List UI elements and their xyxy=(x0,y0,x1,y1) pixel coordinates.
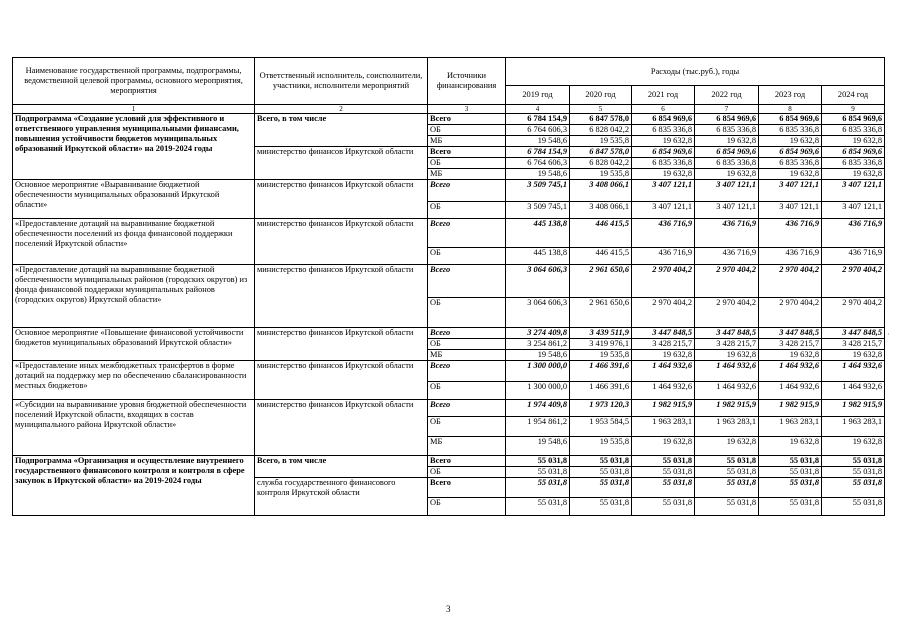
value-cell: 3 447 848,5 xyxy=(759,328,822,339)
value-cell: 19 632,8 xyxy=(632,169,695,180)
value-cell: 3 408 066,1 xyxy=(570,202,632,219)
item-name: Основное мероприятие «Выравнивание бюджетной обеспеченности муниципальных образований Иркутской области» xyxy=(13,180,255,219)
value-cell: 55 031,8 xyxy=(822,467,885,478)
value-cell: 445 138,8 xyxy=(506,248,570,265)
value-cell: 6 835 336,8 xyxy=(759,125,822,136)
value-cell: 55 031,8 xyxy=(506,478,570,498)
value-cell: 6 854 969,6 xyxy=(695,114,759,125)
value-cell: 55 031,8 xyxy=(695,467,759,478)
value-cell: 2 970 404,2 xyxy=(695,265,759,298)
column-index: 1 xyxy=(13,105,255,114)
item-name: Подпрограмма «Организация и осуществление внутреннего государственного финансового контроля и контроля в сфере закупок в Иркутской области» на 2019-2024 годы xyxy=(13,456,255,516)
value-cell: 3 407 121,1 xyxy=(695,180,759,202)
value-cell: 1 963 283,1 xyxy=(822,417,885,437)
value-cell: 19 632,8 xyxy=(695,136,759,147)
value-cell: 6 835 336,8 xyxy=(632,125,695,136)
value-cell: 3 407 121,1 xyxy=(759,202,822,219)
value-cell: 6 854 969,6 xyxy=(822,147,885,158)
value-cell: 1 464 932,6 xyxy=(822,382,885,400)
value-cell: 3 428 215,7 xyxy=(822,339,885,350)
value-cell: 1 464 932,6 xyxy=(759,382,822,400)
value-cell: 1 982 915,9 xyxy=(632,400,695,417)
value-cell: 3 439 511,9 xyxy=(570,328,632,339)
value-cell: 6 784 154,9 xyxy=(506,147,570,158)
value-cell: 3 064 606,3 xyxy=(506,265,570,298)
value-cell: 6 835 336,8 xyxy=(822,158,885,169)
value-cell: 1 982 915,9 xyxy=(822,400,885,417)
column-index: 3 xyxy=(428,105,506,114)
value-cell: 19 632,8 xyxy=(632,350,695,361)
value-cell: 19 632,8 xyxy=(759,136,822,147)
value-cell: 1 464 932,6 xyxy=(632,382,695,400)
table-row xyxy=(13,180,885,202)
value-cell: 55 031,8 xyxy=(759,478,822,498)
responsible: министерство финансов Иркутской области xyxy=(255,328,428,361)
responsible: министерство финансов Иркутской области xyxy=(255,265,428,328)
value-cell: 55 031,8 xyxy=(695,478,759,498)
value-cell: 3 447 848,5 xyxy=(632,328,695,339)
funding-source: ОБ xyxy=(428,298,506,328)
column-index: 6 xyxy=(632,105,695,114)
value-cell: 1 954 861,2 xyxy=(506,417,570,437)
value-cell: 3 064 606,3 xyxy=(506,298,570,328)
header-responsible: Ответственный исполнитель, соисполнители, участники, исполнители мероприятий xyxy=(255,58,428,105)
column-index-row xyxy=(13,105,885,114)
funding-source: ОБ xyxy=(428,248,506,265)
responsible: Всего, в том числе xyxy=(255,114,428,147)
value-cell: 3 428 215,7 xyxy=(632,339,695,350)
value-cell: 436 716,9 xyxy=(822,219,885,248)
value-cell: 19 632,8 xyxy=(632,136,695,147)
value-cell: 19 632,8 xyxy=(822,169,885,180)
table-row xyxy=(13,328,885,339)
funding-source: ОБ xyxy=(428,202,506,219)
funding-source: Всего xyxy=(428,219,506,248)
value-cell: 436 716,9 xyxy=(695,248,759,265)
header-year: 2022 год xyxy=(695,86,759,105)
funding-source: ОБ xyxy=(428,467,506,478)
value-cell: 19 632,8 xyxy=(695,350,759,361)
value-cell: 446 415,5 xyxy=(570,248,632,265)
funding-source: Всего xyxy=(428,400,506,417)
value-cell: 6 828 042,2 xyxy=(570,158,632,169)
value-cell: 436 716,9 xyxy=(759,248,822,265)
value-cell: 6 854 969,6 xyxy=(759,147,822,158)
value-cell: 1 464 932,6 xyxy=(695,382,759,400)
value-cell: 3 419 976,1 xyxy=(570,339,632,350)
header-name: Наименование государственной программы, подпрограммы, ведомственной целевой программы, основного мероприятия, мероприятия xyxy=(13,58,255,105)
header-year: 2019 год xyxy=(506,86,570,105)
value-cell: 6 764 606,3 xyxy=(506,158,570,169)
value-cell: 3 447 848,5 xyxy=(695,328,759,339)
funding-source: ОБ xyxy=(428,125,506,136)
table-row xyxy=(13,400,885,417)
value-cell: 55 031,8 xyxy=(695,498,759,516)
value-cell: 436 716,9 xyxy=(759,219,822,248)
column-index: 9 xyxy=(822,105,885,114)
table-row xyxy=(13,114,885,125)
header-year: 2023 год xyxy=(759,86,822,105)
value-cell: 55 031,8 xyxy=(822,456,885,467)
value-cell: 6 835 336,8 xyxy=(632,158,695,169)
value-cell: 2 961 650,6 xyxy=(570,298,632,328)
value-cell: 19 632,8 xyxy=(759,437,822,456)
value-cell: 1 963 283,1 xyxy=(695,417,759,437)
value-cell: 19 632,8 xyxy=(822,437,885,456)
value-cell: 3 428 215,7 xyxy=(695,339,759,350)
value-cell: 19 632,8 xyxy=(822,350,885,361)
column-index: 8 xyxy=(759,105,822,114)
value-cell: 55 031,8 xyxy=(570,456,632,467)
value-cell: 1 466 391,6 xyxy=(570,382,632,400)
value-cell: 55 031,8 xyxy=(506,467,570,478)
value-cell: 1 963 283,1 xyxy=(632,417,695,437)
value-cell: 6 835 336,8 xyxy=(695,125,759,136)
value-cell: 436 716,9 xyxy=(632,248,695,265)
value-cell: 6 847 578,0 xyxy=(570,147,632,158)
value-cell: 1 300 000,0 xyxy=(506,382,570,400)
budget-table xyxy=(12,57,885,516)
table-row xyxy=(13,219,885,248)
funding-source: Всего xyxy=(428,265,506,298)
value-cell: 3 407 121,1 xyxy=(632,202,695,219)
table-body xyxy=(13,114,885,516)
funding-source: МБ xyxy=(428,136,506,147)
funding-source: Всего xyxy=(428,361,506,382)
value-cell: 3 509 745,1 xyxy=(506,202,570,219)
value-cell: 55 031,8 xyxy=(506,498,570,516)
column-index: 5 xyxy=(570,105,632,114)
header-source: Источники финансирования xyxy=(428,58,506,105)
funding-source: ОБ xyxy=(428,417,506,437)
value-cell: 19 632,8 xyxy=(632,437,695,456)
funding-source: ОБ xyxy=(428,382,506,400)
item-name: Подпрограмма «Создание условий для эффективного и ответственного управления муниципальными финансами, повышения устойчивости бюджетов муниципальных образований Иркутской области» на 2019-2024 годы xyxy=(13,114,255,180)
value-cell: 1 464 932,6 xyxy=(759,361,822,382)
item-name: «Предоставление дотаций на выравнивание бюджетной обеспеченности поселений из фонда финансовой поддержки поселений Иркутской области» xyxy=(13,219,255,265)
value-cell: 2 970 404,2 xyxy=(822,265,885,298)
value-cell: 19 548,6 xyxy=(506,136,570,147)
value-cell: 55 031,8 xyxy=(570,478,632,498)
table-row xyxy=(13,361,885,382)
value-cell: 1 464 932,6 xyxy=(695,361,759,382)
value-cell: 6 835 336,8 xyxy=(822,125,885,136)
value-cell: 3 407 121,1 xyxy=(759,180,822,202)
value-cell: 6 854 969,6 xyxy=(632,147,695,158)
value-cell: 19 632,8 xyxy=(695,437,759,456)
value-cell: 55 031,8 xyxy=(632,456,695,467)
value-cell: 6 828 042,2 xyxy=(570,125,632,136)
value-cell: 1 953 584,5 xyxy=(570,417,632,437)
value-cell: 19 535,8 xyxy=(570,136,632,147)
value-cell: 19 632,8 xyxy=(822,136,885,147)
value-cell: 446 415,5 xyxy=(570,219,632,248)
value-cell: 436 716,9 xyxy=(632,219,695,248)
value-cell: 3 408 066,1 xyxy=(570,180,632,202)
value-cell: 1 982 915,9 xyxy=(759,400,822,417)
value-cell: 55 031,8 xyxy=(632,498,695,516)
header-year: 2020 год xyxy=(570,86,632,105)
header-year: 2021 год xyxy=(632,86,695,105)
table-row xyxy=(13,456,885,467)
value-cell: 19 632,8 xyxy=(695,169,759,180)
value-cell: 6 854 969,6 xyxy=(695,147,759,158)
value-cell: 19 548,6 xyxy=(506,169,570,180)
value-cell: 1 982 915,9 xyxy=(695,400,759,417)
value-cell: 19 535,8 xyxy=(570,169,632,180)
value-cell: 3 407 121,1 xyxy=(632,180,695,202)
value-cell: 3 254 861,2 xyxy=(506,339,570,350)
header-year: 2024 год xyxy=(822,86,885,105)
responsible: министерство финансов Иркутской области xyxy=(255,147,428,180)
funding-source: ОБ xyxy=(428,158,506,169)
value-cell: 2 961 650,6 xyxy=(570,265,632,298)
value-cell: 6 854 969,6 xyxy=(632,114,695,125)
value-cell: 55 031,8 xyxy=(759,498,822,516)
item-name: Основное мероприятие «Повышение финансовой устойчивости бюджетов муниципальных образований Иркутской области» xyxy=(13,328,255,361)
value-cell: 436 716,9 xyxy=(695,219,759,248)
value-cell: 2 970 404,2 xyxy=(632,298,695,328)
value-cell: 1 464 932,6 xyxy=(822,361,885,382)
value-cell: 55 031,8 xyxy=(759,467,822,478)
value-cell: 6 764 606,3 xyxy=(506,125,570,136)
value-cell: 55 031,8 xyxy=(822,478,885,498)
value-cell: 2 970 404,2 xyxy=(822,298,885,328)
value-cell: 1 466 391,6 xyxy=(570,361,632,382)
funding-source: Всего xyxy=(428,147,506,158)
value-cell: 1 464 932,6 xyxy=(632,361,695,382)
value-cell: 2 970 404,2 xyxy=(759,265,822,298)
value-cell: 1 973 120,3 xyxy=(570,400,632,417)
funding-source: МБ xyxy=(428,437,506,456)
value-cell: 6 835 336,8 xyxy=(759,158,822,169)
column-index: 7 xyxy=(695,105,759,114)
header-expenses: Расходы (тыс.руб.), годы xyxy=(506,58,885,86)
value-cell: 1 300 000,0 xyxy=(506,361,570,382)
funding-source: МБ xyxy=(428,169,506,180)
value-cell: 55 031,8 xyxy=(570,498,632,516)
value-cell: 3 407 121,1 xyxy=(695,202,759,219)
value-cell: 19 535,8 xyxy=(570,437,632,456)
value-cell: 2 970 404,2 xyxy=(695,298,759,328)
value-cell: 19 632,8 xyxy=(759,350,822,361)
value-cell: 6 847 578,0 xyxy=(570,114,632,125)
value-cell: 6 835 336,8 xyxy=(695,158,759,169)
value-cell: 19 632,8 xyxy=(759,169,822,180)
responsible: Всего, в том числе xyxy=(255,456,428,478)
responsible: министерство финансов Иркутской области xyxy=(255,180,428,219)
value-cell: 55 031,8 xyxy=(695,456,759,467)
item-name: «Предоставление дотаций на выравнивание бюджетной обеспеченности муниципальных районов (городских округов) из фонда финансовой поддержки муниципальных районов (городских округов) Иркутской области» xyxy=(13,265,255,328)
value-cell: 55 031,8 xyxy=(506,456,570,467)
item-name: «Предоставление иных межбюджетных трансфертов в форме дотаций на поддержку мер по обеспечению сбалансированности местных бюджетов» xyxy=(13,361,255,400)
value-cell: 3 509 745,1 xyxy=(506,180,570,202)
value-cell: 55 031,8 xyxy=(632,478,695,498)
funding-source: ОБ xyxy=(428,339,506,350)
responsible: служба государственного финансового контроля Иркутской области xyxy=(255,478,428,516)
value-cell: 3 447 848,5 xyxy=(822,328,885,339)
value-cell: 55 031,8 xyxy=(822,498,885,516)
value-cell: 436 716,9 xyxy=(822,248,885,265)
column-index: 4 xyxy=(506,105,570,114)
responsible: министерство финансов Иркутской области xyxy=(255,400,428,456)
value-cell: 6 854 969,6 xyxy=(759,114,822,125)
value-cell: 19 548,6 xyxy=(506,437,570,456)
value-cell: 1 974 409,8 xyxy=(506,400,570,417)
value-cell: 445 138,8 xyxy=(506,219,570,248)
value-cell: 19 535,8 xyxy=(570,350,632,361)
funding-source: МБ xyxy=(428,350,506,361)
funding-source: Всего xyxy=(428,478,506,498)
value-cell: 1 963 283,1 xyxy=(759,417,822,437)
column-index: 2 xyxy=(255,105,428,114)
funding-source: Всего xyxy=(428,456,506,467)
funding-source: Всего xyxy=(428,328,506,339)
value-cell: 2 970 404,2 xyxy=(632,265,695,298)
value-cell: 55 031,8 xyxy=(632,467,695,478)
funding-source: Всего xyxy=(428,114,506,125)
value-cell: 19 548,6 xyxy=(506,350,570,361)
item-name: «Субсидии на выравнивание уровня бюджетной обеспеченности поселений Иркутской области, входящих в состав муниципального района Иркутской области» xyxy=(13,400,255,456)
funding-source: Всего xyxy=(428,180,506,202)
margin-mark: · xyxy=(887,330,890,339)
value-cell: 3 407 121,1 xyxy=(822,180,885,202)
value-cell: 55 031,8 xyxy=(759,456,822,467)
table-row xyxy=(13,265,885,298)
value-cell: 6 854 969,6 xyxy=(822,114,885,125)
value-cell: 3 407 121,1 xyxy=(822,202,885,219)
value-cell: 55 031,8 xyxy=(570,467,632,478)
value-cell: 2 970 404,2 xyxy=(759,298,822,328)
funding-source: ОБ xyxy=(428,498,506,516)
page-number: 3 xyxy=(446,604,451,614)
responsible: министерство финансов Иркутской области xyxy=(255,219,428,265)
value-cell: 3 428 215,7 xyxy=(759,339,822,350)
responsible: министерство финансов Иркутской области xyxy=(255,361,428,400)
value-cell: 6 784 154,9 xyxy=(506,114,570,125)
value-cell: 3 274 409,8 xyxy=(506,328,570,339)
